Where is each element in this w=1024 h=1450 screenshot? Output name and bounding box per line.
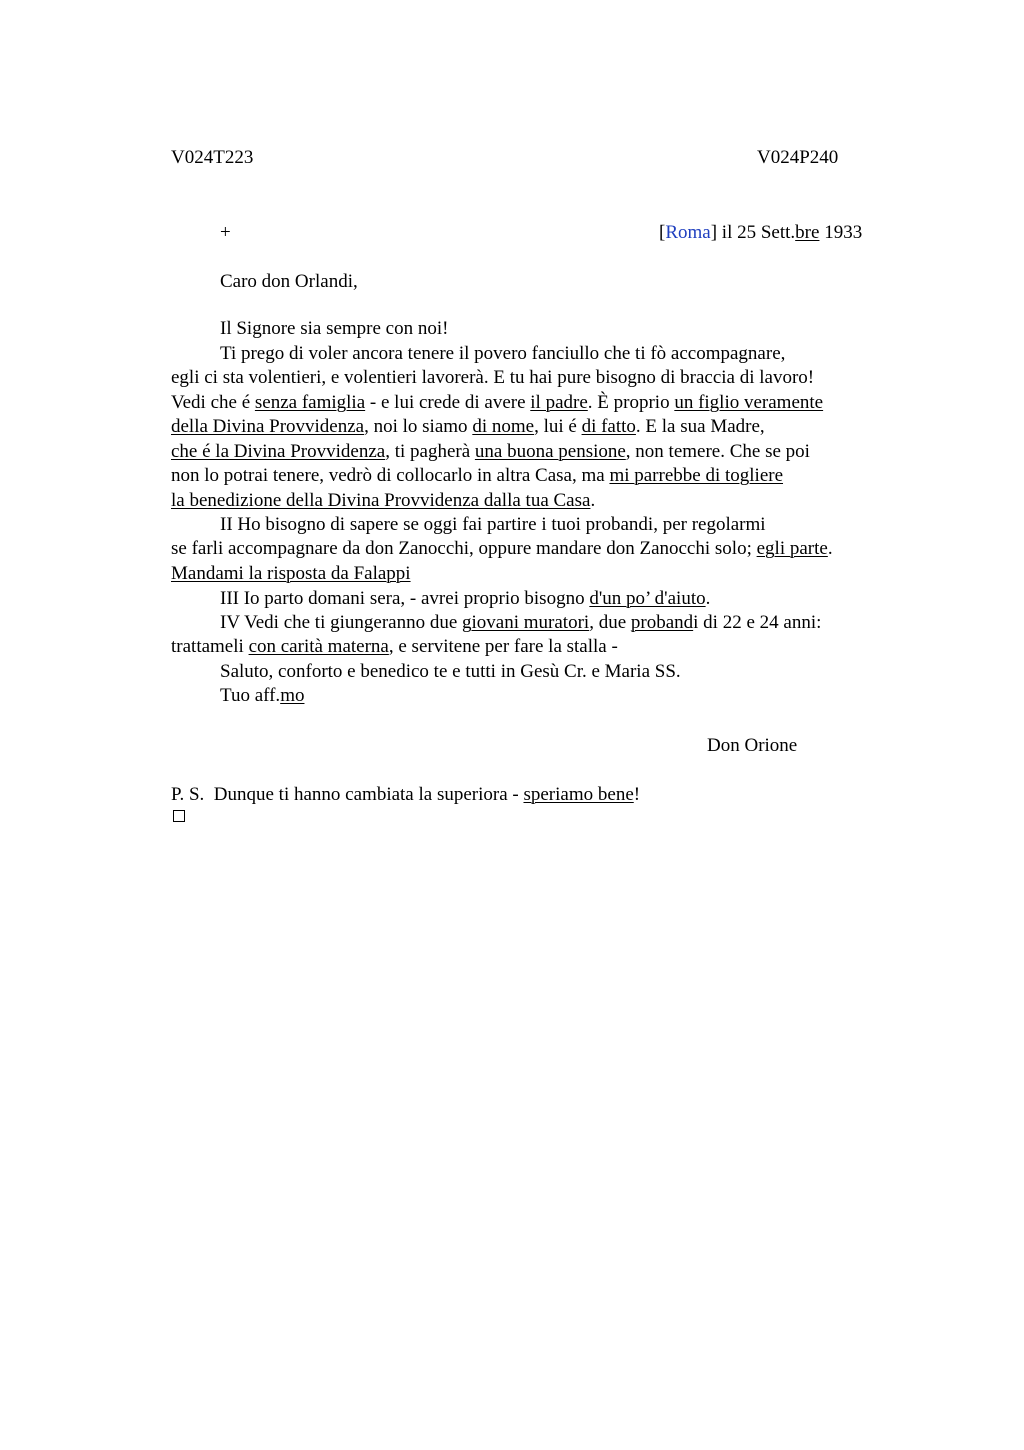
doc-code-right: V024P240 xyxy=(757,147,839,168)
body-line: Mandami la risposta da Falappi xyxy=(171,563,411,584)
ps-underlined: speriamo bene xyxy=(523,784,634,805)
cross-mark: + xyxy=(220,222,231,243)
date-prefix: il 25 Sett. xyxy=(717,222,796,243)
date-line xyxy=(659,221,862,245)
place-bracket-close: ] xyxy=(710,222,718,243)
ps-text: Dunque ti hanno cambiata la superiora - xyxy=(213,784,524,805)
ps-label: P. S. xyxy=(171,784,205,805)
place-bracket-open: [ xyxy=(659,222,666,243)
body-line: II Ho bisogno di sapere se oggi fai partire i tuoi probandi, per regolarmi xyxy=(220,514,766,535)
signature: Don Orione xyxy=(707,735,798,756)
body-line: della Divina Provvidenza, noi lo siamo di nome, lui é di fatto. E la sua Madre, xyxy=(171,416,765,437)
body-line: III Io parto domani sera, - avrei proprio bisogno d'un po’ d'aiuto. xyxy=(220,588,711,609)
body-line: la benedizione della Divina Provvidenza dalla tua Casa. xyxy=(171,490,596,511)
body-line: Saluto, conforto e benedico te e tutti in Gesù Cr. e Maria SS. xyxy=(220,661,681,682)
body-line: Il Signore sia sempre con noi! xyxy=(220,318,449,339)
place-link[interactable]: Roma xyxy=(665,222,711,243)
body-line: Vedi che é senza famiglia - e lui crede di avere il padre. È proprio un figlio veramente xyxy=(171,392,824,413)
body-line: Ti prego di voler ancora tenere il povero fanciullo che ti fò accompagnare, xyxy=(220,343,786,364)
postscript xyxy=(171,783,640,807)
body-line: se farli accompagnare da don Zanocchi, oppure mandare don Zanocchi solo; egli parte. xyxy=(171,538,833,559)
body-line: trattameli con carità materna, e servitene per fare la stalla - xyxy=(171,636,618,657)
body-line: egli ci sta volentieri, e volentieri lavorerà. E tu hai pure bisogno di braccia di lavoro! xyxy=(171,367,815,388)
ps-end: ! xyxy=(633,784,641,805)
date-superscript: bre xyxy=(795,222,820,243)
date-year: 1933 xyxy=(819,222,863,243)
salutation: Caro don Orlandi, xyxy=(220,271,358,292)
body-line: IV Vedi che ti giungeranno due giovani muratori, due probandi di 22 e 24 anni: xyxy=(220,612,822,633)
body-line: non lo potrai tenere, vedrò di collocarlo in altra Casa, ma mi parrebbe di togliere xyxy=(171,465,784,486)
end-box-icon xyxy=(173,810,185,822)
body-line: Tuo aff.mo xyxy=(220,685,305,706)
body-line: che é la Divina Provvidenza, ti pagherà una buona pensione, non temere. Che se poi xyxy=(171,441,810,462)
doc-code-left: V024T223 xyxy=(171,147,254,168)
